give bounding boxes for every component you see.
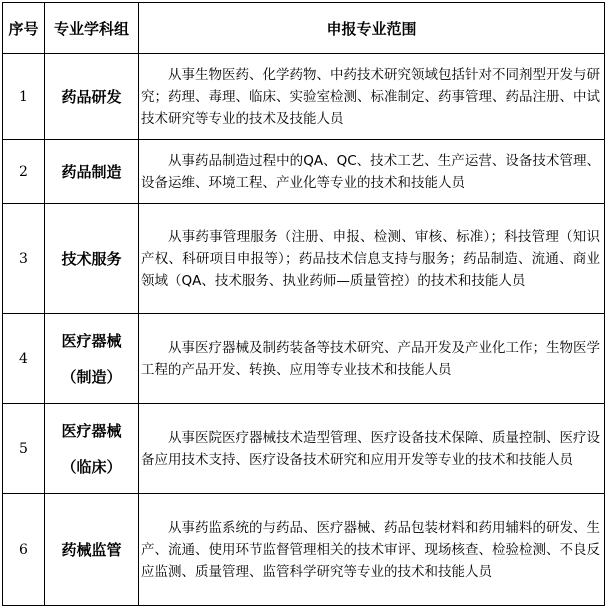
row-group-line: （临床） xyxy=(61,457,122,476)
row-index: 4 xyxy=(3,314,45,404)
row-index: 5 xyxy=(3,404,45,494)
row-scope xyxy=(139,54,605,140)
row-group-line: 药品制造 xyxy=(61,162,122,181)
row-scope-text: 从事药监系统的与药品、医疗器械、药品包装材料和药用辅料的研发、生产、流通、使用环节监督管理相关的技术审评、现场核查、检验检测、不良反应监测、质量管理、监管科学研究等专业的技术和技能人员 xyxy=(141,519,600,580)
row-index: 2 xyxy=(3,140,45,204)
header-scope: 申报专业范围 xyxy=(139,3,605,54)
row-group-line: （制造） xyxy=(61,367,122,386)
table-row xyxy=(3,494,605,606)
header-row xyxy=(3,3,605,54)
row-group xyxy=(45,314,139,404)
row-scope-text: 从事药事管理服务（注册、申报、检测、审核、标准）；科技管理（知识产权、科研项目申报等）；药品技术信息支持与服务；药品制造、流通、商业领域（QA、技术服务、执业药师—质量管控）的技术和技能人员 xyxy=(141,228,600,289)
row-scope-text: 从事医疗器械及制药装备等技术研究、产品开发及产业化工作；生物医学工程的产品开发、转换、应用等专业技术和技能人员 xyxy=(141,339,600,378)
row-scope xyxy=(139,494,605,606)
row-group-line: 药械监管 xyxy=(61,540,122,559)
row-index: 6 xyxy=(3,494,45,606)
row-group-line: 技术服务 xyxy=(61,249,122,268)
row-group xyxy=(45,140,139,204)
header-index: 序号 xyxy=(3,3,45,54)
row-scope xyxy=(139,204,605,314)
row-group xyxy=(45,404,139,494)
row-scope xyxy=(139,314,605,404)
row-index: 1 xyxy=(3,54,45,140)
table-row xyxy=(3,140,605,204)
scope-table xyxy=(2,2,605,606)
row-group-line: 药品研发 xyxy=(61,87,122,106)
row-group xyxy=(45,204,139,314)
table-row xyxy=(3,314,605,404)
table-row xyxy=(3,404,605,494)
row-scope xyxy=(139,140,605,204)
row-scope-text: 从事医院医疗器械技术造型管理、医疗设备技术保障、质量控制、医疗设备应用技术支持、医疗设备技术研究和应用开发等专业的技术和技能人员 xyxy=(141,429,600,468)
row-scope-text: 从事生物医药、化学药物、中药技术研究领域包括针对不同剂型开发与研究；药理、毒理、临床、实验室检测、标准制定、药事管理、药品注册、中试技术研究等专业的技术及技能人员 xyxy=(141,66,600,127)
row-scope-text: 从事药品制造过程中的QA、QC、技术工艺、生产运营、设备技术管理、设备运维、环境工程、产业化等专业的技术和技能人员 xyxy=(141,152,600,191)
table-row xyxy=(3,54,605,140)
row-group-line: 医疗器械 xyxy=(61,331,122,350)
row-group xyxy=(45,494,139,606)
header-group: 专业学科组 xyxy=(45,3,139,54)
row-scope xyxy=(139,404,605,494)
row-group-line: 医疗器械 xyxy=(61,421,122,440)
table-row xyxy=(3,204,605,314)
row-index: 3 xyxy=(3,204,45,314)
row-group xyxy=(45,54,139,140)
